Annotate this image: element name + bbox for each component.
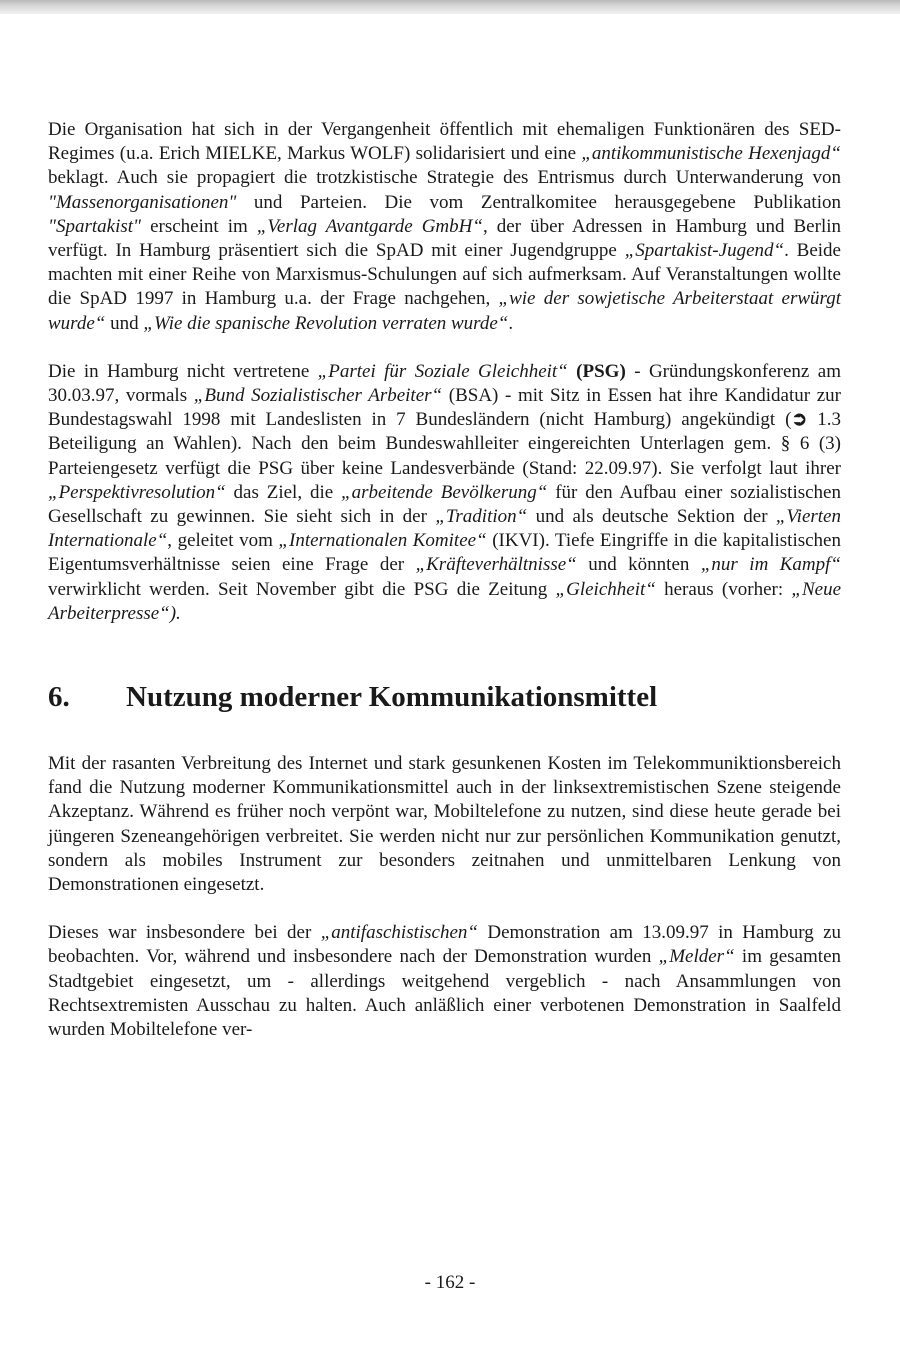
text-run: (BSA) - mit Sitz in Essen hat ihre Kandidatur zur Bundestagswahl 1998 mit Landeslisten in 7 Bundesländern (nicht Hamburg) angekündigt (: [48, 385, 841, 431]
italic-quote: „Wie die spanische Revolution verraten wurde“: [143, 312, 509, 334]
page-number: - 162 -: [424, 1272, 476, 1293]
text-run: Dieses war insbesondere bei der: [48, 922, 321, 944]
scan-edge: [0, 0, 900, 14]
text-run: verwirklicht werden. Seit November gibt die PSG die Zeitung: [48, 578, 556, 600]
text-run: beklagt. Auch sie propagiert die trotzkistische Strategie des Entrismus durch Unterwanderung von: [48, 167, 841, 189]
text-run: (IKVI). Tiefe Eingriffe in die kapitalistischen Eigentumsverhältnisse seien eine Frage der: [48, 530, 841, 576]
italic-quote: „Gleichheit“: [555, 578, 656, 600]
text-run: das Ziel, die: [225, 481, 342, 503]
text-run: im gesamten Stadtgebiet eingesetzt, um - allerdings weitgehend vergeblich - nach Ansammlungen von Rechtsextremisten Ausschau zu halten. Auch anläßlich einer verbotenen Demonstration in Saalfeld wurden Mobiltelefone ver-: [48, 946, 842, 1041]
italic-quote: „Verlag Avantgarde GmbH“: [256, 215, 483, 237]
text-run: und könnten: [576, 554, 701, 576]
paragraph-demonstration: [48, 921, 841, 1042]
section-title: Nutzung moderner Kommunikationsmittel: [126, 681, 658, 714]
text-run: , der über Adressen in Hamburg und Berlin verfügt. In Hamburg präsentiert sich die SpAD mit einer Jugendgruppe: [48, 215, 841, 262]
italic-quote: „arbeitende Bevölkerung“: [341, 481, 548, 503]
text-run: und Parteien. Die vom Zentralkomitee herausgegebene Publikation: [236, 191, 841, 213]
paragraph-gap: [48, 336, 841, 360]
section-number: 6.: [48, 681, 70, 714]
text-run: .: [508, 312, 514, 334]
italic-quote: „wie der sowjetische Arbeiterstaat erwürgt wurde“: [48, 288, 841, 334]
italic-quote: „Spartakist-Jugend“: [624, 240, 785, 262]
italic-quote: "Massenorganisationen": [48, 191, 237, 213]
cross-reference-arrow-icon: ➲: [791, 409, 808, 431]
text-run: Demonstration am 13.09.97 in Hamburg zu beobachten. Vor, während und insbesondere nach der Demonstration wurden: [48, 922, 841, 968]
italic-quote: „Kräfteverhältnisse“: [415, 554, 577, 576]
italic-quote: „nur im Kampf“: [700, 554, 841, 576]
text-run: und als deutsche Sektion der: [527, 506, 776, 528]
text-run: erscheint im: [141, 215, 257, 237]
italic-quote: „Partei für Soziale Gleichheit“: [317, 360, 568, 382]
text-run: heraus (vorher:: [655, 578, 792, 600]
italic-quote: „antikommunistische Hexenjagd“: [581, 143, 841, 165]
italic-quote: „Melder“: [658, 946, 735, 968]
italic-quote: „Internationalen Komitee“: [278, 530, 487, 552]
text-run: - Gründungskonferenz am 30.03.97, vormals: [48, 360, 841, 407]
italic-quote: „Neue Arbeiterpresse“).: [48, 578, 841, 624]
text-run: . Beide machten mit einer Reihe von Marxismus-Schulungen auf sich aufmerksam. Auf Veranstaltungen wollte die SpAD 1997 in Hamburg u.a. der Frage nachgehen,: [48, 240, 841, 310]
italic-quote: „antifaschistischen“: [320, 922, 478, 944]
italic-quote: "Spartakist": [48, 215, 142, 237]
text-run: und: [105, 312, 144, 334]
text-run: Die in Hamburg nicht vertretene: [48, 360, 318, 382]
text-run: für den Aufbau einer sozialistischen Gesellschaft zu gewinnen. Sie sieht sich in der: [48, 481, 841, 528]
paragraph-communication: Mit der rasanten Verbreitung des Internet und stark gesunkenen Kosten im Telekommuniktionsbereich fand die Nutzung moderner Kommunikationsmittel auch in der linksextremistischen Szene steigende Akzeptanz. Während es früher noch verpönt war, Mobiltelefone zu nutzen, sind diese heute gerade bei jüngeren Szeneangehörigen verbreitet. Sie werden nicht nur zur persönlichen Kommunikation genutzt, sondern als mobiles Instrument zur besonders zeitnahen und unmittelbaren Lenkung von Demonstrationen eingesetzt.: [48, 753, 841, 896]
italic-quote: „Tradition“: [435, 506, 528, 528]
italic-quote: „Perspektivresolution“: [48, 481, 226, 503]
section-heading: [48, 680, 841, 714]
text-run: Die Organisation hat sich in der Vergangenheit öffentlich mit ehemaligen Funktionären des SED-Regimes (u.a. Erich MIELKE, Markus WOLF) solidarisiert und eine: [48, 119, 841, 165]
italic-quote: „Vierten Internationale“: [48, 506, 841, 552]
text-run: , geleitet vom: [167, 530, 279, 552]
paragraph-gap: [48, 897, 841, 921]
bold-abbreviation: (PSG): [567, 360, 626, 382]
paragraph-psg: [48, 360, 841, 626]
italic-quote: „Bund Sozialistischer Arbeiter“: [193, 385, 443, 407]
paragraph-spad: [48, 118, 841, 336]
text-run: 1.3 Beteiligung an Wahlen). Nach den beim Bundeswahlleiter eingereichten Unterlagen gem. § 6 (3) Parteiengesetz verfügt die PSG über keine Landesverbände (Stand: 22.09.97). Sie verfolgt laut ihrer: [48, 409, 841, 479]
document-page: [48, 118, 841, 1042]
